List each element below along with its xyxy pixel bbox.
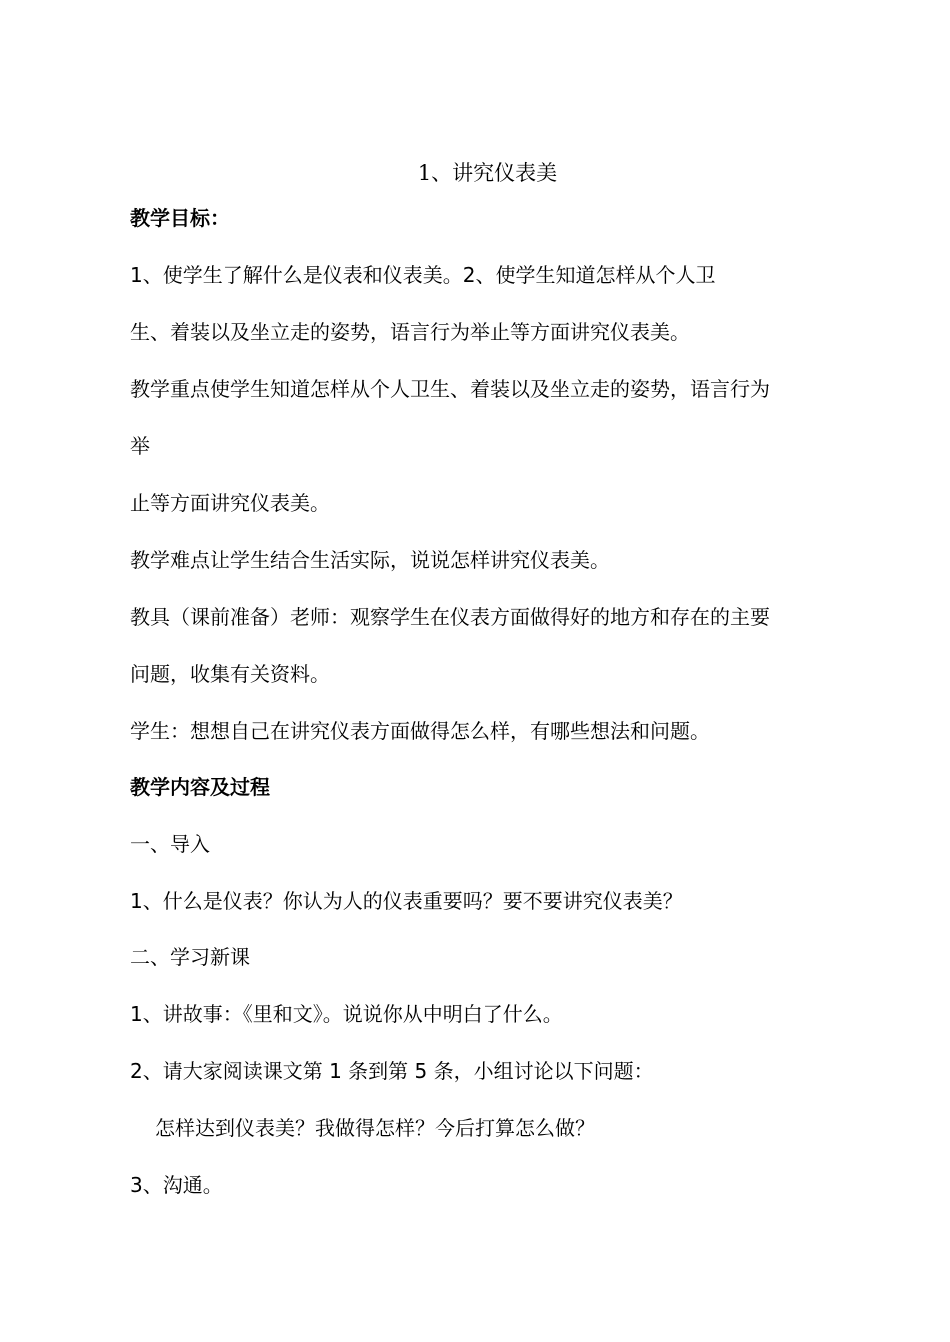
paragraph-line: 教具（课前准备）老师：观察学生在仪表方面做得好的地方和存在的主要 xyxy=(130,605,770,629)
paragraph-line: 举 xyxy=(130,434,150,458)
paragraph-line-indented: 怎样达到仪表美？我做得怎样？今后打算怎么做？ xyxy=(155,1116,595,1140)
paragraph-line: 教学重点使学生知道怎样从个人卫生、着装以及坐立走的姿势，语言行为 xyxy=(130,377,770,401)
section-heading-process: 教学内容及过程 xyxy=(130,775,270,799)
paragraph-line: 1、讲故事：《里和文》。说说你从中明白了什么。 xyxy=(130,1002,563,1026)
paragraph-line: 3、沟通。 xyxy=(130,1173,223,1197)
paragraph-line: 教学难点让学生结合生活实际，说说怎样讲究仪表美。 xyxy=(130,548,610,572)
section-heading-objectives: 教学目标： xyxy=(130,206,230,230)
paragraph-line: 止等方面讲究仪表美。 xyxy=(130,491,330,515)
document-title: 1、讲究仪表美 xyxy=(417,161,558,185)
paragraph-line: 学生：想想自己在讲究仪表方面做得怎么样，有哪些想法和问题。 xyxy=(130,719,710,743)
paragraph-line: 1、什么是仪表？你认为人的仪表重要吗？要不要讲究仪表美？ xyxy=(130,889,683,913)
paragraph-line: 一、导入 xyxy=(130,832,210,856)
paragraph-line: 二、学习新课 xyxy=(130,945,250,969)
paragraph-line: 问题，收集有关资料。 xyxy=(130,662,330,686)
paragraph-line: 生、着装以及坐立走的姿势，语言行为举止等方面讲究仪表美。 xyxy=(130,320,690,344)
paragraph-line: 2、请大家阅读课文第 1 条到第 5 条，小组讨论以下问题： xyxy=(130,1059,654,1083)
paragraph-line: 1、使学生了解什么是仪表和仪表美。2、使学生知道怎样从个人卫 xyxy=(130,263,716,287)
